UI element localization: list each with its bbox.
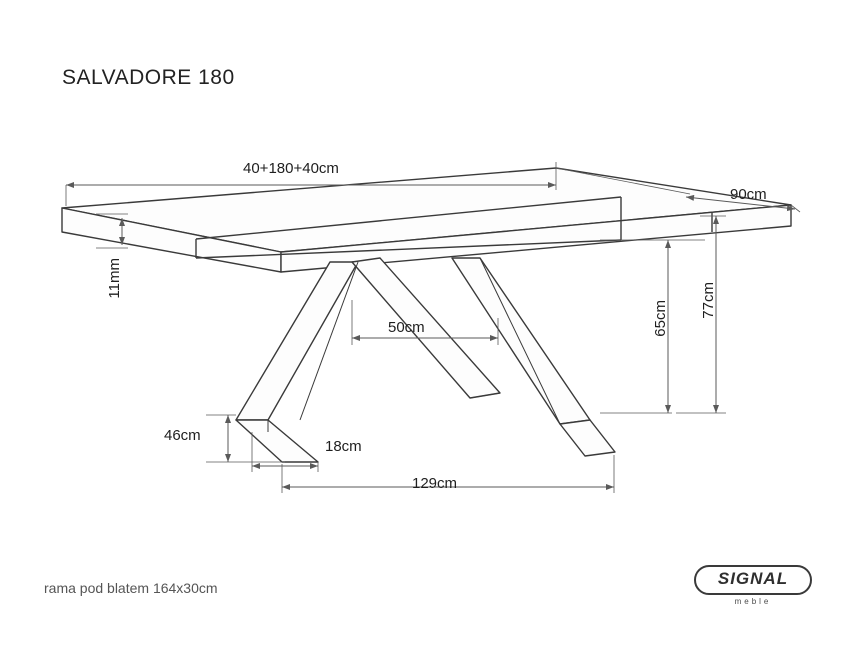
dimension-top-thickness: 11mm [106, 258, 123, 299]
footnote-frame-under-top: rama pod blatem 164x30cm [44, 580, 218, 596]
signal-meble-logo [694, 565, 816, 609]
page-title: SALVADORE 180 [62, 66, 235, 89]
logo-brand-name: SIGNAL [717, 569, 789, 588]
dimension-base-span: 129cm [412, 475, 458, 492]
dimension-foot-depth: 46cm [164, 427, 201, 444]
table-base-legs [236, 258, 615, 462]
dimension-total-height: 77cm [700, 282, 717, 319]
tabletop-outline [62, 168, 791, 272]
dimension-top-width: 40+180+40cm [243, 160, 339, 177]
logo-brand-sub: meble [734, 597, 772, 606]
dimension-foot-width: 18cm [325, 438, 362, 455]
dimension-leg-span-top: 50cm [388, 319, 425, 336]
dimension-leg-height: 65cm [652, 300, 669, 337]
dimension-depth: 90cm [730, 186, 767, 203]
